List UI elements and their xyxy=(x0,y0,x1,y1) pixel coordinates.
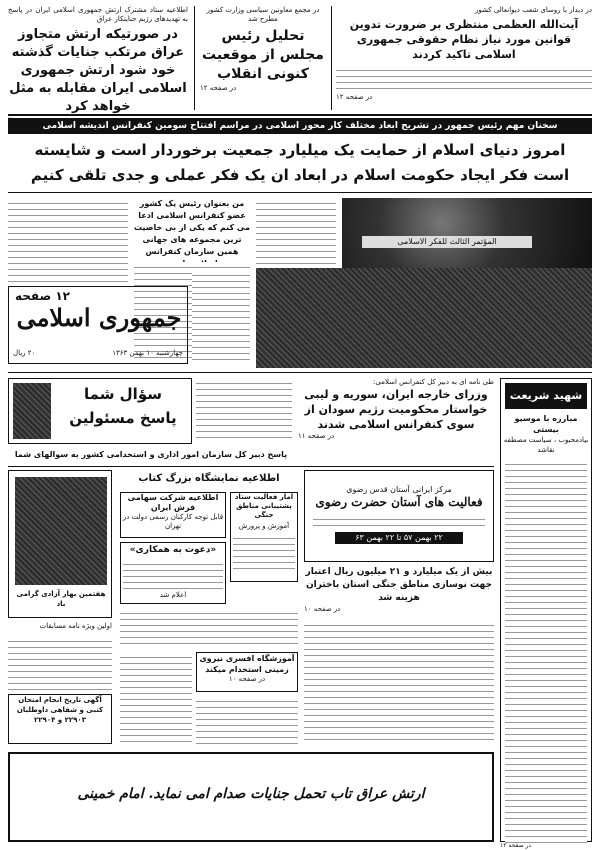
top-left-story xyxy=(8,6,188,112)
top-right-body xyxy=(336,65,592,93)
top-left-kicker: اطلاعیه ستاد مشترک ارتش جمهوری اسلامی ایران در پاسخ به تهدیدهای رژیم جنایتکار عراق xyxy=(8,6,188,23)
right-column-box xyxy=(500,378,592,842)
classified-2 xyxy=(120,492,226,538)
poster-text: اولین ویژه نامه مسابقات xyxy=(39,622,112,630)
war-story xyxy=(304,566,494,618)
classified-4-body: در صفحه ۱۰ xyxy=(228,675,266,683)
right-box-subhead-2: بیادمحبوب ، سیاست مصطفه نقاشد xyxy=(503,436,589,454)
mid-story-ref: در صفحه ۱۱ xyxy=(298,432,335,440)
classified-4-title: آموزشگاه افسری نیروی زمینی استخدام میکند xyxy=(199,654,295,674)
section-rule xyxy=(8,192,592,193)
portrait-photo xyxy=(13,383,51,439)
exam-notice-text: آگهی تاریخ انجام امتحان کتبی و شفاهی داوطلبان ۲۲۹۰۳ و ۲۲۹۰۴ xyxy=(16,696,104,724)
shrine-ad-date: ۲۲ بهمن ۵۷ تا ۲۲ بهمن ۶۳ xyxy=(335,532,463,544)
qa-ad-headline: پاسخ دبیر کل سازمان امور اداری و استخدامی کشور به سوالهای شما xyxy=(14,450,288,459)
exam-notice xyxy=(8,694,112,744)
classified-1-text xyxy=(233,533,295,573)
classified-4 xyxy=(196,652,298,692)
war-story-ref: در صفحه ۱۰ xyxy=(304,605,341,613)
lead-photo xyxy=(342,198,592,268)
column-divider xyxy=(194,6,195,110)
classified-3-title: «دعوت به همکاری» xyxy=(129,545,217,555)
banner-headline-2: است فکر ایجاد حکومت اسلام در ابعاد ان یک فکر عملی و جدی تلقی کنیم xyxy=(30,166,570,184)
masthead-date: چهارشنبه ۱۰ بهمن ۱۳۶۳ xyxy=(112,349,183,357)
left-column-text xyxy=(8,636,112,690)
column-divider xyxy=(331,6,332,110)
top-center-story xyxy=(200,6,326,112)
qa-ad xyxy=(8,378,192,444)
shrine-ad-body xyxy=(313,514,485,528)
shrine-ad xyxy=(304,470,494,562)
classified-3-body: اعلام شد xyxy=(159,591,187,599)
qa-ad-title-1: سؤال شما xyxy=(84,385,162,403)
poster-ad xyxy=(8,470,112,618)
top-right-kicker: در دیدار با روسای شعب دیوانعالی کشور xyxy=(475,6,592,14)
right-box-subhead: مبارزه با موسیو بیستی xyxy=(514,414,578,434)
banner-headline-1: امروز دنیای اسلام از حمایت یک میلیارد جمعیت برخوردار است و شایسته xyxy=(34,141,566,159)
classified-1-body: آموزش و پرورش xyxy=(238,522,290,530)
lead-left-column xyxy=(8,198,128,282)
classified-3-text xyxy=(123,559,223,589)
mid-story-headline: وزرای خارجه ایران، سوریه و لیبی خواستار محکومیت رژیم سودان از سوی کنفرانس اسلامی شدند xyxy=(304,388,488,431)
war-story-body xyxy=(304,620,494,744)
top-left-headline: در صورتیکه ارتش متجاوز عراق مرتکب جنایات گذشته خود شود ارتش جمهوری اسلامی ایران مقابله به مثل خواهد کرد xyxy=(9,27,187,114)
banner-strap: سخنان مهم رئیس جمهور در تشریح ابعاد مختلف کار محور اسلامی در مراسم افتتاح سومین کنفرانس اندیشه اسلامی xyxy=(8,118,592,134)
top-center-headline: تحلیل رئیس مجلس از موقعیت کنونی انقلاب xyxy=(202,28,324,82)
right-box-title: شهید شریعت xyxy=(505,383,587,409)
poster-image xyxy=(15,477,107,585)
section-rule xyxy=(8,466,494,467)
bottom-slogan: ارتش عراق تاب تحمل جنایات صدام امی نماید. امام خمینی xyxy=(77,786,425,802)
top-right-story xyxy=(336,6,592,112)
notice-text xyxy=(196,378,292,438)
shrine-ad-subtitle: فعالیت های آستان حضرت رضوی xyxy=(315,495,483,509)
lead-column-b xyxy=(192,270,250,360)
masthead-price: ۲۰ ریال xyxy=(13,349,36,357)
section-rule xyxy=(8,114,592,116)
top-right-headline: آیت‌الله العظمی منتظری بر ضرورت تدوین قوانین مورد نیاز نظام حقوقی جمهوری اسلامی تاکید کردند xyxy=(349,18,579,61)
top-right-ref: در صفحه ۱۲ xyxy=(336,93,373,101)
crowd-photo xyxy=(256,268,592,368)
mid-body-text xyxy=(120,608,298,648)
lead-pull-quote-box xyxy=(134,198,250,260)
classified-2-body: قابل توجه کارکنان رسمی دولت در تهران xyxy=(122,513,224,530)
notice-block-2 xyxy=(196,696,298,744)
right-box-body xyxy=(505,459,587,845)
classified-1 xyxy=(230,492,298,582)
exhibit-headline: اطلاعیه نمایشگاه بزرگ کتاب xyxy=(138,473,280,484)
shrine-ad-title: مرکز ایرانی آستان قدس رضوی xyxy=(346,485,452,494)
top-center-kicker: در مجمع معاونین سیاسی وزارت کشور مطرح شد xyxy=(206,6,320,23)
section-rule xyxy=(8,372,592,373)
masthead-title: جمهوری اسلامی xyxy=(16,303,182,332)
masthead-page-count: ۱۲ صفحه xyxy=(15,289,70,303)
classified-3 xyxy=(120,542,226,604)
lead-pull-quote: من بعنوان رئیس یک کشور عضو کنفرانس اسلامی ادعا می کنم که یکی از بی خاصیت ترین مجموعه های جهانی همین سازمان کنفرانس xyxy=(134,199,250,256)
war-story-headline: بیش از یک میلیارد و ۲۱ میلیون ریال اعتبار جهت نوسازی مناطق جنگی استان باختران هزینه شد xyxy=(305,567,493,603)
classified-1-title: آمار فعالیت ستاد پشتیبانی مناطق جنگی xyxy=(234,493,294,519)
footer-ref: در صفحه ۱۲ xyxy=(500,842,532,849)
bottom-slogan-box xyxy=(8,752,494,842)
lead-photo-caption: المؤتمر الثالث للفکر الاسلامی xyxy=(362,236,532,248)
poster-caption: هفتمین بهار آزادی گرامی باد xyxy=(16,590,106,608)
classified-2-title: اطلاعیه شرکت سهامی فرش ایران xyxy=(127,493,219,512)
notice-block-1 xyxy=(120,652,192,742)
mid-story-kicker: طی نامه ای به دبیر کل کنفرانس اسلامی: xyxy=(373,378,494,386)
top-center-ref: در صفحه ۱۲ xyxy=(200,84,237,92)
qa-ad-title-2: پاسخ مسئولین xyxy=(69,409,177,427)
masthead xyxy=(8,286,188,364)
mid-story xyxy=(298,378,494,444)
